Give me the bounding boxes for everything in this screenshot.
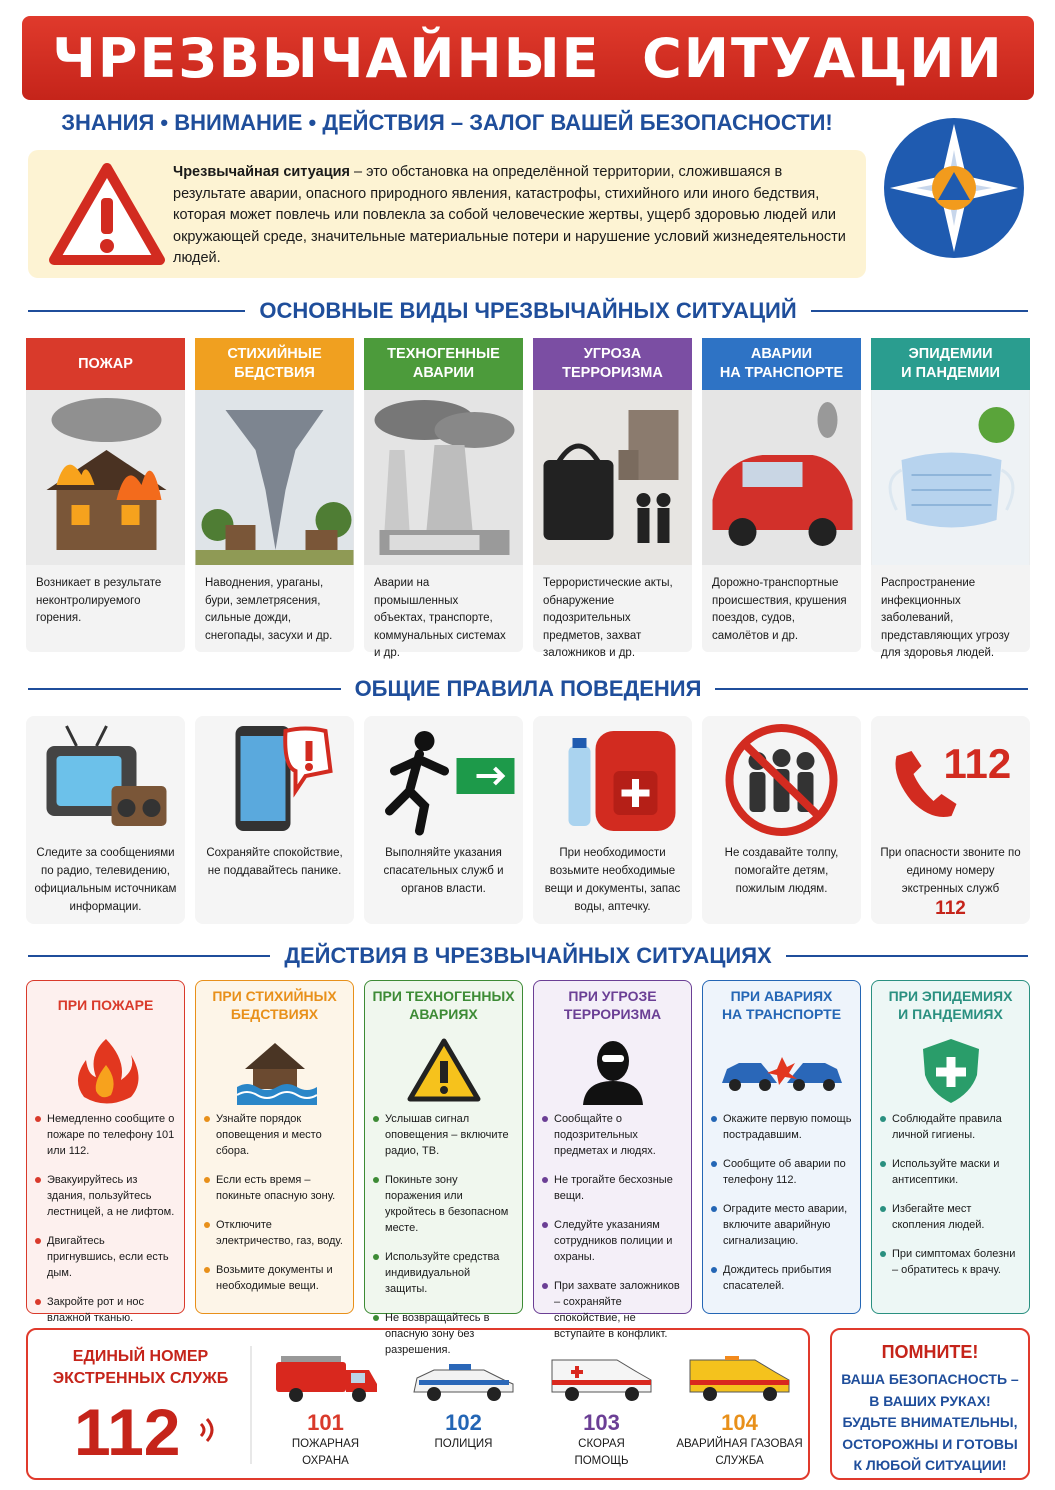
remember-title: ПОМНИТЕ! <box>881 1342 979 1362</box>
action-item: Отключите электричество, газ, воду. <box>204 1217 345 1249</box>
vehicle-icon <box>672 1350 807 1410</box>
section-types-title: ОСНОВНЫЕ ВИДЫ ЧРЕЗВЫЧАЙНЫХ СИТУАЦИЙ <box>259 298 797 323</box>
rules-grid <box>26 716 1030 924</box>
emergency-service-emblem-icon <box>882 116 1026 260</box>
action-list <box>872 1111 1029 1278</box>
no-crowd-icon <box>702 716 861 844</box>
rule-card <box>364 716 523 924</box>
action-card-title: ПРИ СТИХИЙНЫХ БЕДСТВИЯХ <box>212 988 337 1022</box>
action-item: Избегайте мест скопления людей. <box>880 1201 1021 1233</box>
action-item: Покиньте зону поражения или укройтесь в безопасном месте. <box>373 1172 514 1236</box>
definition-text <box>173 162 853 270</box>
type-card-title: ТЕХНОГЕННЫЕ АВАРИИ <box>364 338 523 390</box>
section-rules-header <box>28 674 1028 704</box>
remember-text: ВАША БЕЗОПАСНОСТЬ – В ВАШИХ РУКАХ! БУДЬТЕ ВНИМАТЕЛЬНЫ, ОСТОРОЖНЫ И ГОТОВЫ К ЛЮБОЙ СИТУАЦИИ! <box>841 1371 1019 1473</box>
service-number: 102 <box>445 1410 482 1435</box>
type-card-text: Распространение инфекционных заболеваний, представляющих угрозу для здоровья людей. <box>881 577 1010 659</box>
action-list <box>703 1111 860 1294</box>
action-card-title: ПРИ ПОЖАРЕ <box>57 997 154 1013</box>
section-actions-title: ДЕЙСТВИЯ В ЧРЕЗВЫЧАЙНЫХ СИТУАЦИЯХ <box>284 943 772 968</box>
service-label: СКОРАЯ ПОМОЩЬ <box>574 1438 629 1467</box>
action-item: Используйте средства индивидуальной защиты. <box>373 1249 514 1297</box>
running-exit-icon <box>364 716 523 844</box>
svg-text:112: 112 <box>943 740 1012 787</box>
emergency-service <box>396 1350 531 1453</box>
unified-number: 112 <box>74 1395 181 1469</box>
rule-card <box>871 716 1030 924</box>
type-card <box>871 338 1030 659</box>
type-card-illustration <box>195 390 354 565</box>
action-item: Немедленно сообщите о пожаре по телефону 101 или 112. <box>35 1111 176 1159</box>
rule-number: 112 <box>935 898 966 919</box>
type-card <box>364 338 523 659</box>
action-item: Сообщите об аварии по телефону 112. <box>711 1156 852 1188</box>
service-label: ПОЖАРНАЯ ОХРАНА <box>291 1438 360 1467</box>
service-label: АВАРИЙНАЯ ГАЗОВАЯ СЛУЖБА <box>676 1438 803 1467</box>
action-item: Двигайтесь пригнувшись, если есть дым. <box>35 1233 176 1281</box>
action-card <box>26 980 185 1324</box>
type-card <box>195 338 354 652</box>
action-card-icon <box>27 1029 184 1111</box>
action-item: При симптомах болезни – обратитесь к врачу. <box>880 1246 1021 1278</box>
action-item: Если есть время – покиньте опасную зону. <box>204 1172 345 1204</box>
definition-box <box>28 150 866 278</box>
rule-card <box>26 716 185 924</box>
action-list <box>27 1111 184 1326</box>
rule-text: Сохраняйте спокойствие, не поддавайтесь панике. <box>206 847 343 877</box>
action-item: Дождитесь прибытия спасателей. <box>711 1262 852 1294</box>
vehicle-icon <box>534 1350 669 1410</box>
rule-card <box>533 716 692 924</box>
action-card-icon <box>872 1029 1029 1111</box>
emergency-numbers-panel <box>26 1328 810 1480</box>
service-label: ПОЛИЦИЯ <box>434 1438 493 1450</box>
action-item: Закройте рот и нос влажной тканью. <box>35 1294 176 1326</box>
action-item: Узнайте порядок оповещения и место сбора. <box>204 1111 345 1159</box>
rule-text: При необходимости возьмите необходимые вещи и документы, запас воды, аптечку. <box>544 847 681 913</box>
type-card-title: СТИХИЙНЫЕ БЕДСТВИЯ <box>195 338 354 390</box>
rule-text: При опасности звоните по единому номеру экстренных служб <box>880 847 1021 895</box>
action-card-icon <box>703 1029 860 1111</box>
action-card <box>702 980 861 1314</box>
action-card-icon <box>534 1029 691 1111</box>
action-list <box>534 1111 691 1342</box>
action-item: Используйте маски и антисептики. <box>880 1156 1021 1188</box>
action-list <box>196 1111 353 1294</box>
type-card-illustration <box>364 390 523 565</box>
section-rules-title: ОБЩИЕ ПРАВИЛА ПОВЕДЕНИЯ <box>354 676 702 701</box>
service-number: 101 <box>307 1410 344 1435</box>
action-list <box>365 1111 522 1358</box>
action-card <box>871 980 1030 1314</box>
tv-radio-icon <box>26 716 185 844</box>
action-item: Соблюдайте правила личной гигиены. <box>880 1111 1021 1143</box>
type-card-text: Дорожно-транспортные происшествия, крушения поездов, судов, самолётов и др. <box>712 577 847 642</box>
type-card-text: Аварии на промышленных объектах, транспорте, коммунальных системах и др. <box>374 577 506 659</box>
type-card-title: ПОЖАР <box>26 338 185 390</box>
type-card-title: АВАРИИ НА ТРАНСПОРТЕ <box>702 338 861 390</box>
type-card <box>702 338 861 652</box>
backpack-icon <box>533 716 692 844</box>
rule-text: Не создавайте толпу, помогайте детям, пожилым людям. <box>724 847 839 895</box>
action-card-title: ПРИ УГРОЗЕ ТЕРРОРИЗМА <box>563 988 662 1022</box>
vehicle-icon <box>258 1350 393 1410</box>
page-title: ЧРЕЗВЫЧАЙНЫЕ СИТУАЦИИ <box>22 16 1034 100</box>
type-card-illustration <box>533 390 692 565</box>
section-actions-header <box>28 941 1028 971</box>
type-card <box>26 338 185 652</box>
action-card <box>364 980 523 1356</box>
type-card <box>533 338 692 659</box>
action-card <box>533 980 692 1340</box>
action-item: Не возвращайтесь в опасную зону без разрешения. <box>373 1310 514 1358</box>
rule-card <box>702 716 861 924</box>
remember-panel <box>830 1328 1030 1480</box>
emergency-service <box>258 1350 393 1470</box>
section-types-header <box>28 296 1028 326</box>
type-card-text: Возникает в результате неконтролируемого горения. <box>36 577 162 624</box>
action-card <box>195 980 354 1314</box>
service-number: 103 <box>583 1410 620 1435</box>
action-item: Следуйте указаниям сотрудников полиции и охраны. <box>542 1217 683 1265</box>
type-card-text: Наводнения, ураганы, бури, землетрясения, сильные дожди, снегопады, засухи и др. <box>205 577 333 642</box>
action-item: Не трогайте бесхозные вещи. <box>542 1172 683 1204</box>
action-item: Эвакуируйтесь из здания, пользуйтесь лестницей, а не лифтом. <box>35 1172 176 1220</box>
action-card-icon <box>365 1029 522 1111</box>
rule-card <box>195 716 354 924</box>
warning-triangle-icon <box>48 162 166 268</box>
vehicle-icon <box>396 1350 531 1410</box>
action-card-icon <box>196 1029 353 1111</box>
type-card-title: ЭПИДЕМИИ И ПАНДЕМИИ <box>871 338 1030 390</box>
rule-text: Следите за сообщениями по радио, телевидению, официальным источникам информации. <box>34 847 177 913</box>
action-item: Окажите первую помощь пострадавшим. <box>711 1111 852 1143</box>
action-item: Оградите место аварии, включите аварийную сигнализацию. <box>711 1201 852 1249</box>
action-item: Возьмите документы и необходимые вещи. <box>204 1262 345 1294</box>
phone-112-icon <box>871 716 1030 844</box>
types-grid <box>26 338 1030 659</box>
action-card-title: ПРИ АВАРИЯХ НА ТРАНСПОРТЕ <box>721 988 842 1022</box>
action-card-title: ПРИ ТЕХНОГЕННЫХ АВАРИЯХ <box>372 988 515 1022</box>
action-item: Услышав сигнал оповещения – включите радио, ТВ. <box>373 1111 514 1159</box>
action-item: Сообщайте о подозрительных предметах и людях. <box>542 1111 683 1159</box>
type-card-title: УГРОЗА ТЕРРОРИЗМА <box>533 338 692 390</box>
type-card-text: Террористические акты, обнаружение подозрительных предметов, захват заложников и др. <box>543 577 673 659</box>
definition-body: – это обстановка на определённой территории, сложившаяся в результате аварии, опасного природного явления, катастрофы, стихийного или иного бедствия, которая может повлечь или повлекла за собой человеческие жертвы, ущерб здоровью людей или окружающей среде, значительные материальные потери и нарушение условий жизнедеятельности людей. <box>173 164 846 266</box>
phone-alert-icon <box>195 716 354 844</box>
service-number: 104 <box>721 1410 758 1435</box>
slogan: ЗНАНИЯ • ВНИМАНИЕ • ДЕЙСТВИЯ – ЗАЛОГ ВАШЕЙ БЕЗОПАСНОСТИ! <box>61 110 833 135</box>
signal-waves-icon <box>198 1414 220 1446</box>
type-card-illustration <box>871 390 1030 565</box>
emergency-service <box>672 1350 807 1470</box>
rule-text: Выполняйте указания спасательных служб и органов власти. <box>383 847 504 895</box>
emergency-service <box>534 1350 669 1470</box>
unified-number-label: ЕДИНЫЙ НОМЕР ЭКСТРЕННЫХ СЛУЖБ <box>52 1348 229 1387</box>
action-item: При захвате заложников – сохраняйте спокойствие, не вступайте в конфликт. <box>542 1278 683 1342</box>
type-card-illustration <box>702 390 861 565</box>
type-card-illustration <box>26 390 185 565</box>
definition-term: Чрезвычайная ситуация <box>173 164 350 180</box>
action-card-title: ПРИ ЭПИДЕМИЯХ И ПАНДЕМИЯХ <box>888 988 1013 1022</box>
